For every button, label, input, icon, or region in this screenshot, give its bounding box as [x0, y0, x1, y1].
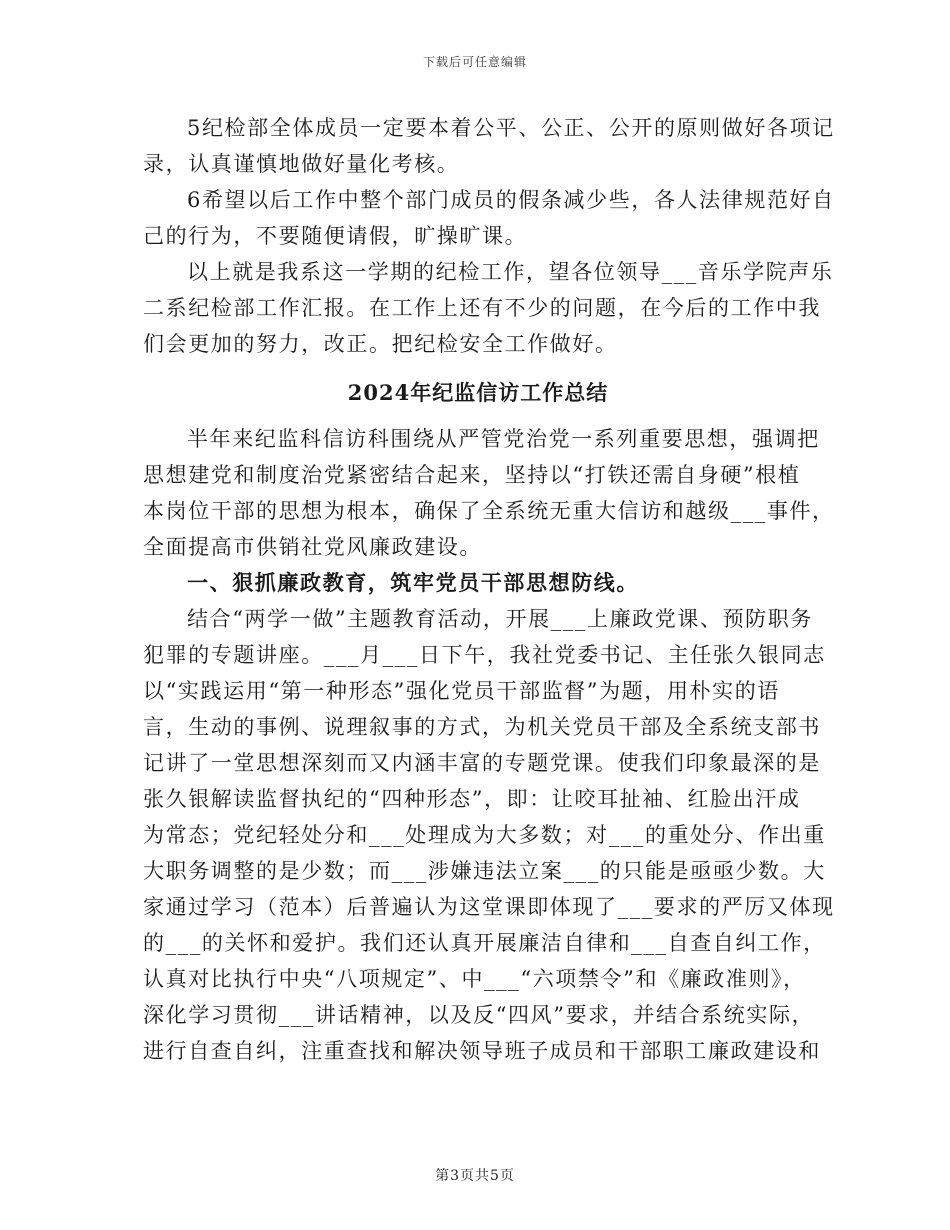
body-line: 认真对比执行中央“八项规定”、中___“六项禁令”和《廉政准则》， [143, 967, 806, 991]
paragraph-line: 录，认真谨慎地做好量化考核。 [143, 152, 460, 176]
intro-line: 半年来纪监科信访科围绕从严管党治党一系列重要思想，强调把 [187, 427, 820, 451]
body-line: 进行自查自纠，注重查找和解决领导班子成员和干部职工廉政建设和 [143, 1039, 821, 1063]
body-line: 记讲了一堂思想深刻而又内涵丰富的专题党课。使我们印象最深的是 [143, 751, 821, 775]
intro-line: 本岗位干部的思想为根本，确保了全系统无重大信访和越级___事件， [143, 499, 835, 523]
body-line: 言，生动的事例、说理叙事的方式，为机关党员干部及全系统支部书 [143, 715, 821, 739]
paragraph-line: 6希望以后工作中整个部门成员的假条减少些，各人法律规范好自 [187, 188, 835, 212]
body-line: 的___的关怀和爱护。我们还认真开展廉洁自律和___自查自纠工作， [143, 931, 826, 955]
paragraph-line: 们会更加的努力，改正。把纪检安全工作做好。 [143, 332, 618, 356]
paragraph-line: 二系纪检部工作汇报。在工作上还有不少的问题，在今后的工作中我 [143, 296, 821, 320]
page-content [143, 110, 835, 1069]
paragraph-line: 以上就是我系这一学期的纪检工作，望各位领导___音乐学院声乐 [187, 260, 834, 284]
paragraph-line: 5纪检部全体成员一定要本着公平、公正、公开的原则做好各项记 [187, 116, 835, 140]
body-line: 为常态；党纪轻处分和___处理成为大多数；对___的重处分、作出重 [143, 823, 826, 847]
article-title: 2024年纪监信访工作总结 [347, 380, 609, 405]
intro-line: 全面提高市供销社党风廉政建设。 [143, 535, 482, 559]
body-line: 犯罪的专题讲座。___月___日下午，我社党委书记、主任张久银同志 [143, 643, 826, 667]
body-line: 深化学习贯彻___讲话精神，以及反“四风”要求，并结合系统实际， [143, 1003, 815, 1027]
section-heading: 一、狠抓廉政教育，筑牢党员干部思想防线。 [187, 570, 639, 595]
intro-line: 思想建党和制度治党紧密结合起来，坚持以“打铁还需自身硬”根植 [143, 463, 801, 487]
body-line: 家通过学习（范本）后普遍认为这堂课即体现了___要求的严厉又体现 [143, 895, 835, 919]
page-number: 第3页共5页 [435, 1168, 515, 1184]
body-line: 结合“两学一做”主题教育活动，开展___上廉政党课、预防职务 [187, 607, 813, 631]
body-line: 张久银解读监督执纪的“四种形态”，即：让咬耳扯袖、红脸出汗成 [143, 787, 801, 811]
paragraph-line: 己的行为，不要随便请假，旷操旷课。 [143, 224, 528, 248]
header-note: 下载后可任意编辑 [422, 55, 527, 69]
body-line: 以“实践运用“第一种形态”强化党员干部监督”为题，用朴实的语 [143, 679, 780, 703]
body-line: 大职务调整的是少数；而___涉嫌违法立案___的只能是亟亟少数。大 [143, 859, 826, 883]
